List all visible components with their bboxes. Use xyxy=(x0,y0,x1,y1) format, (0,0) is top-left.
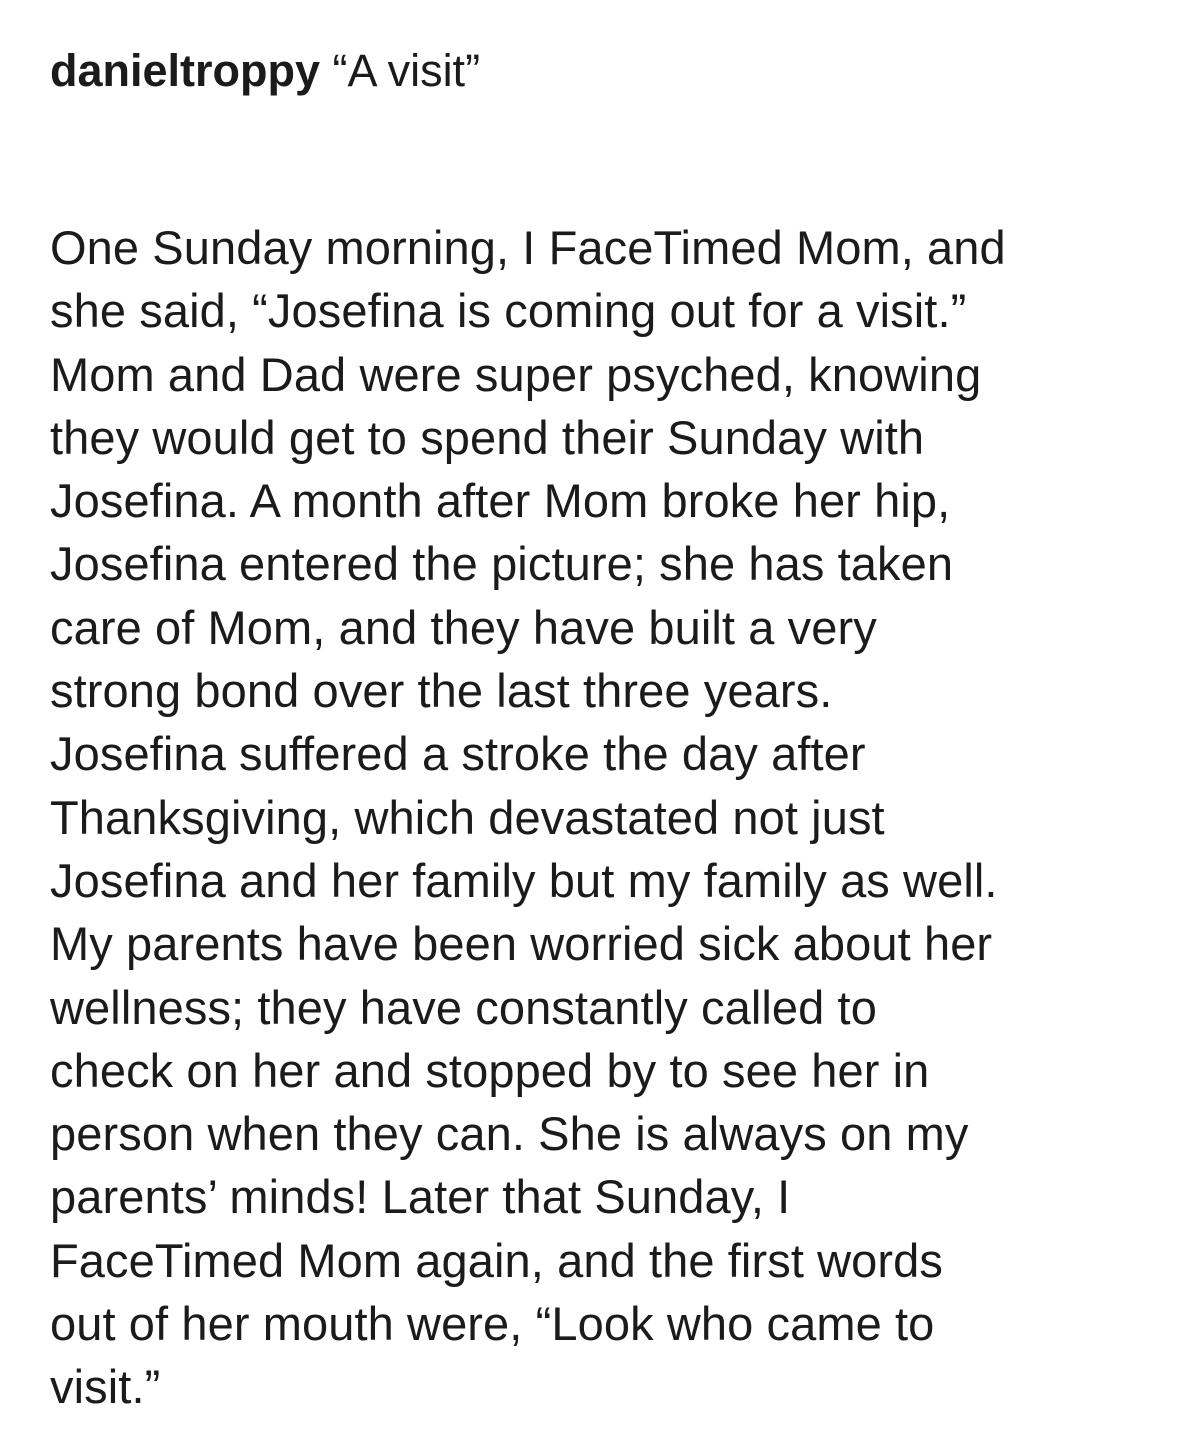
caption-line: Josefina and her family but my family as well. xyxy=(50,853,998,907)
caption-line: Josefina suffered a stroke the day after xyxy=(50,727,866,781)
caption-line: Josefina entered the picture; she has taken xyxy=(50,537,954,591)
caption-title: “A visit” xyxy=(332,45,481,96)
caption-line: parents’ minds! Later that Sunday, I xyxy=(50,1170,791,1224)
caption-line: visit.” xyxy=(50,1360,161,1414)
caption-line: Thanksgiving, which devastated not just xyxy=(50,790,885,844)
post-caption xyxy=(50,40,1150,1419)
caption-line: care of Mom, and they have built a very xyxy=(50,600,877,654)
caption-line: they would get to spend their Sunday with xyxy=(50,410,925,464)
caption-line: My parents have been worried sick about her xyxy=(50,917,993,971)
caption-line: wellness; they have constantly called to xyxy=(50,980,877,1034)
caption-line: FaceTimed Mom again, and the first words xyxy=(50,1233,944,1287)
caption-line: Mom and Dad were super psyched, knowing xyxy=(50,347,982,401)
caption-line: One Sunday morning, I FaceTimed Mom, and xyxy=(50,221,1006,274)
username-link[interactable]: danieltroppy xyxy=(50,45,321,96)
post-header xyxy=(50,40,1150,102)
caption-line: Josefina. A month after Mom broke her hip, xyxy=(50,474,951,528)
caption-line: check on her and stopped by to see her in xyxy=(50,1043,930,1097)
caption-body xyxy=(50,216,1150,1419)
caption-line: out of her mouth were, “Look who came to xyxy=(50,1297,935,1351)
caption-line: she said, “Josefina is coming out for a visit.” xyxy=(50,284,967,338)
caption-line: strong bond over the last three years. xyxy=(50,664,833,718)
caption-line: person when they can. She is always on my xyxy=(50,1107,969,1161)
